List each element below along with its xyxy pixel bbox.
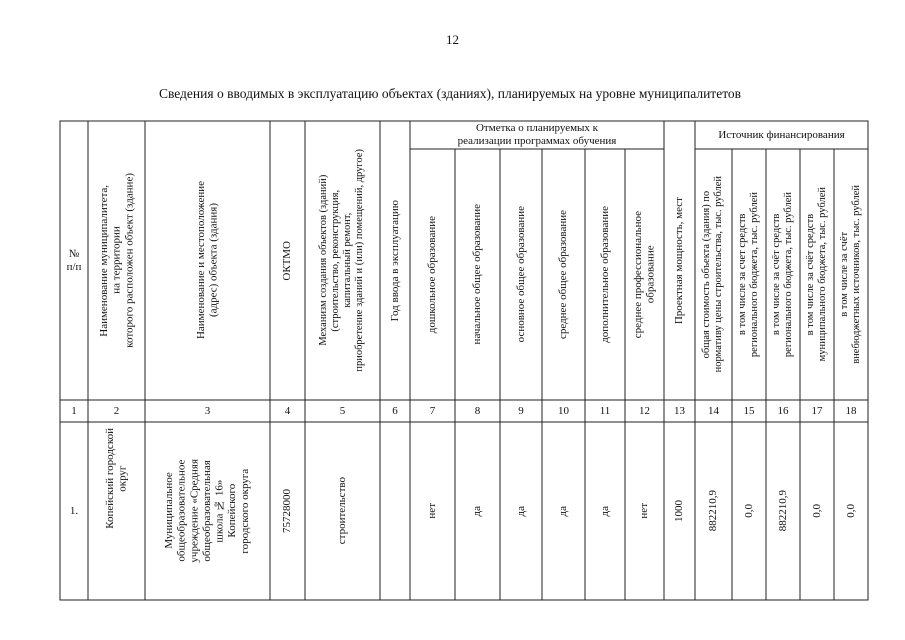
header-mechanism: Механизм создания объектов (зданий) (строительство, реконструкция, капитальный ремонт, приобретение зданий и (или) помещений, другое) xyxy=(318,149,366,372)
col-number: 4 xyxy=(284,404,291,417)
col-number: 18 xyxy=(845,404,857,417)
row-secondary-cell xyxy=(542,422,585,600)
row-name-location-cell xyxy=(145,422,270,600)
header-capacity-cell xyxy=(664,121,695,400)
col-number: 7 xyxy=(429,404,436,417)
row-total-cost: 882210,9 xyxy=(707,490,720,532)
row-additional-cell xyxy=(585,422,625,600)
header-primary-cell xyxy=(455,149,500,400)
header-primary: начальное общее образование xyxy=(471,204,484,345)
col-number: 2 xyxy=(113,404,120,417)
header-name-location: Наименование и местоположение (адрес) объекта (здания) xyxy=(194,181,220,340)
header-vocational-cell xyxy=(625,149,664,400)
col-number: 12 xyxy=(639,404,650,417)
document-title: Сведения о вводимых в эксплуатацию объектах (зданиях), планируемых на уровне муниципалитетов xyxy=(158,86,742,101)
row-preschool: нет xyxy=(426,503,439,519)
row-extrabudget-cell xyxy=(834,422,868,600)
header-programs-group: Отметка о планируемых к реализации программах обучения xyxy=(457,122,617,147)
row-extrabudget: 0,0 xyxy=(844,504,857,518)
row-secondary: да xyxy=(557,505,570,517)
header-secondary-cell xyxy=(542,149,585,400)
col-number: 16 xyxy=(777,404,789,417)
row-regional2: 882210,9 xyxy=(776,490,789,532)
row-total-cost-cell xyxy=(695,422,732,600)
row-mechanism-cell xyxy=(305,422,380,600)
col-number: 9 xyxy=(518,404,524,417)
col-number: 15 xyxy=(743,404,755,417)
header-regional-cell xyxy=(732,149,766,400)
header-oktmo: ОКТМО xyxy=(281,240,294,281)
row-oktmo-cell xyxy=(270,422,305,600)
header-basic-cell xyxy=(500,149,542,400)
header-secondary: среднее общее образование xyxy=(557,209,570,340)
header-total-cost: общая стоимость объекта (здания) по нормативу цены строительства, тыс. рублей xyxy=(701,176,725,373)
header-preschool: дошкольное образование xyxy=(426,215,439,334)
header-municipality-cell xyxy=(88,121,145,400)
col-number: 10 xyxy=(558,404,569,417)
header-vocational: среднее профессиональное образование xyxy=(631,210,657,339)
header-regional: в том числе за счет средств регионального бюджета, тыс. рублей xyxy=(736,191,760,358)
row-municipal-cell xyxy=(800,422,834,600)
header-name-location-cell xyxy=(145,121,270,400)
row-additional: да xyxy=(598,505,611,517)
header-extrabudget: в том числе за счёт внебюджетных источников, тыс. рублей xyxy=(838,185,862,364)
col-number: 5 xyxy=(339,404,346,417)
row-oktmo: 75728000 xyxy=(281,489,294,533)
col-number: 6 xyxy=(392,404,398,417)
header-additional: дополнительное образование xyxy=(598,206,611,343)
header-municipality: Наименование муниципалитета, на территории которого расположен объект (здание) xyxy=(97,173,135,348)
col-number: 8 xyxy=(474,404,481,417)
row-basic: да xyxy=(514,505,527,517)
header-regional2: в том числе за счёт средств регионального бюджета, тыс. рублей xyxy=(770,191,794,358)
header-capacity: Проектная мощность, мест xyxy=(673,196,686,325)
row-vocational: нет xyxy=(638,503,651,519)
row-name-location: Муниципальное общеобразовательное учреждение «Средняя общеобразовательная школа № 16» Копейского городского округа xyxy=(163,459,252,563)
page-number: 12 xyxy=(446,32,459,47)
col-number: 14 xyxy=(708,404,719,417)
header-year: Год ввода в эксплуатацию xyxy=(388,199,401,322)
col-number: 1 xyxy=(71,404,77,417)
row-year-cell xyxy=(380,422,410,600)
header-municipal-cell xyxy=(800,149,834,400)
header-regional2-cell xyxy=(766,149,800,400)
row-num: 1. xyxy=(69,504,79,517)
row-municipal: 0,0 xyxy=(810,504,823,518)
row-municipality: Копейский городской округ xyxy=(103,428,129,529)
header-year-cell xyxy=(380,121,410,400)
header-extrabudget-cell xyxy=(834,149,868,400)
row-basic-cell xyxy=(500,422,542,600)
header-funding-group: Источник финансирования xyxy=(718,128,845,141)
row-primary-cell xyxy=(455,422,500,600)
header-preschool-cell xyxy=(410,149,455,400)
header-num: № п/п xyxy=(66,247,82,273)
header-oktmo-cell xyxy=(270,121,305,400)
row-capacity: 1000 xyxy=(673,500,686,522)
row-capacity-cell xyxy=(664,422,695,600)
row-vocational-cell xyxy=(625,422,664,600)
row-mechanism: строительство xyxy=(336,477,349,545)
col-number: 11 xyxy=(599,404,611,417)
header-mechanism-cell xyxy=(305,121,380,400)
row-municipality-cell xyxy=(88,422,145,600)
header-municipal: в том числе за счёт средств муниципального бюджета, тыс. рублей xyxy=(804,187,828,362)
col-number: 17 xyxy=(811,404,823,417)
row-preschool-cell xyxy=(410,422,455,600)
header-total-cost-cell xyxy=(695,149,732,400)
header-basic: основное общее образование xyxy=(514,206,527,343)
col-number: 13 xyxy=(674,404,685,417)
col-number: 3 xyxy=(204,404,211,417)
row-regional: 0,0 xyxy=(742,504,755,518)
header-additional-cell xyxy=(585,149,625,400)
row-primary: да xyxy=(471,505,484,517)
row-regional2-cell xyxy=(766,422,800,600)
row-regional-cell xyxy=(732,422,766,600)
